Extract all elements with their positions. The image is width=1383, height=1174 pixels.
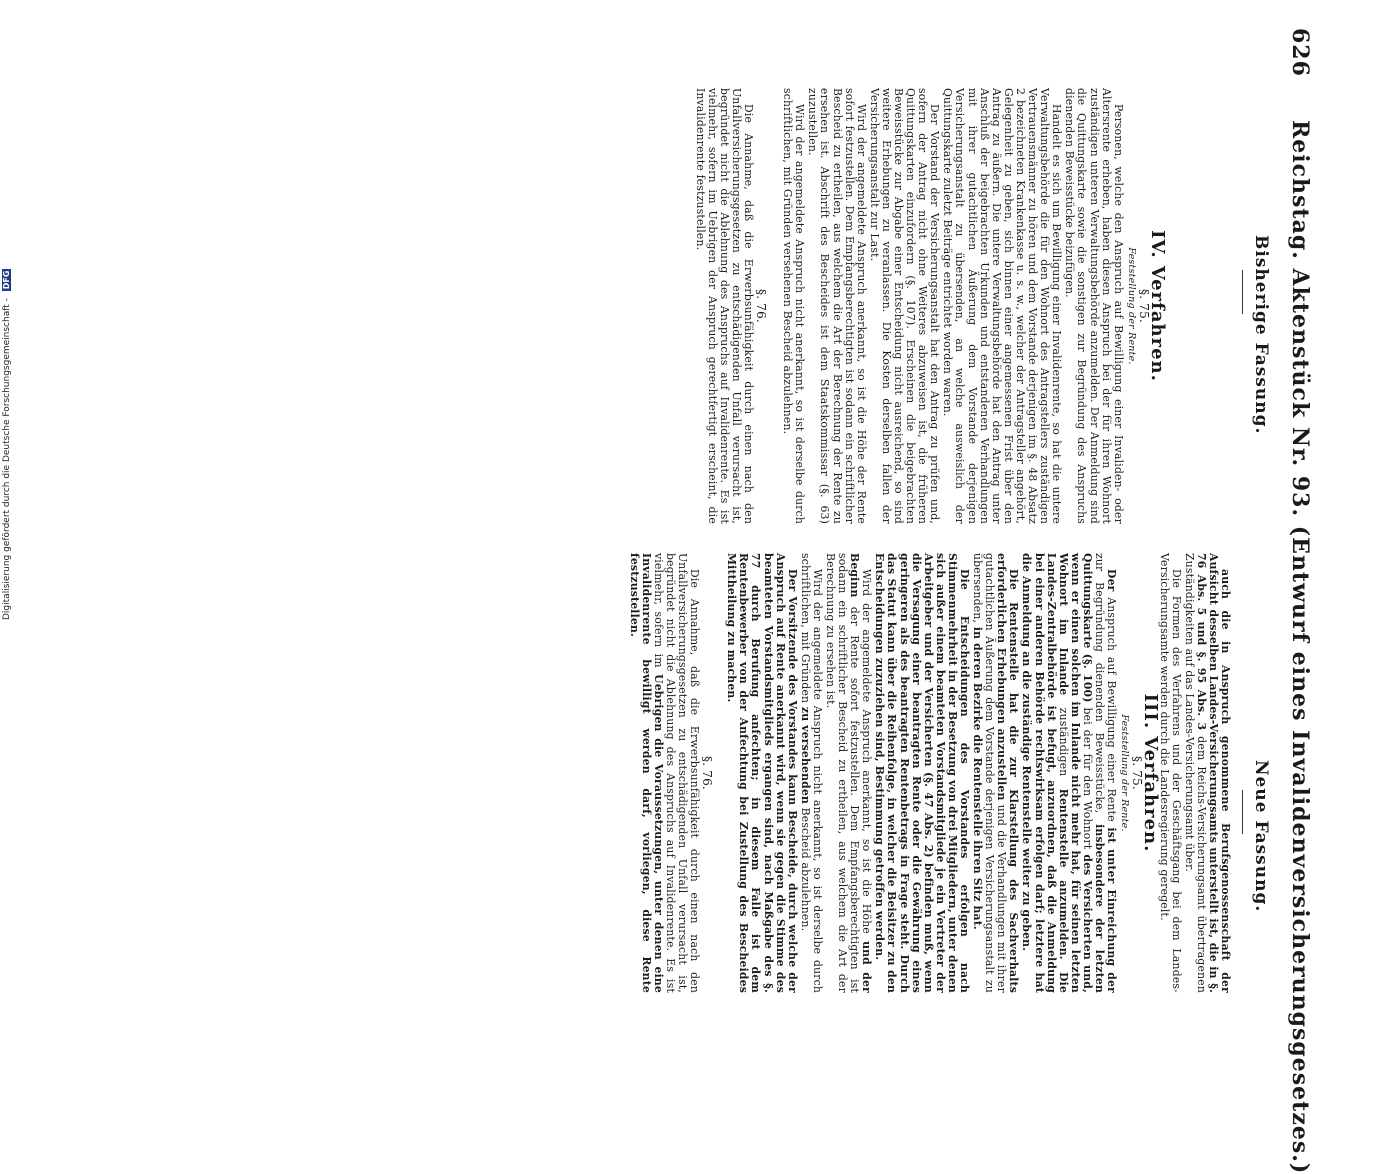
paragraph-number: §. 75. bbox=[1130, 756, 1145, 790]
column-old-version bbox=[693, 88, 1168, 524]
bold-text: ist unter Einreichung der bbox=[1105, 827, 1119, 993]
bold-text: auch die in Anspruch genommene Berufsgenossenschaft der Aufsicht desselben Landes-Versicherungsamts unterstellt ist, die in §. 76 Abs. 5 und §. 95 Abs. 3 bbox=[1194, 553, 1232, 993]
body-text: Die Annahme, daß die Erwerbsunfähigkeit durch einen nach den Unfallversicherungsgesetzen zu entschädigenden Unfall verursacht ist, begründet nicht die Ablehnung des Anspruchs auf Invalidenrente. Es ist vielmehr, sofern im bbox=[651, 553, 702, 993]
column-heading-old: Bisherige Fassung. bbox=[1251, 235, 1271, 435]
body-paragraph: Der Vorstand der Versicherungsanstalt hat den Antrag zu prüfen und, sofern der Antrag nicht ohne Weiteres abzuweisen ist, die früheren Quittungskarten einzufordern (§. 107). Erscheinen die beigebrachten Beweisstücke zur Abgabe einer Entscheidung nicht ausreichend, so sind weitere Erhebungen zu veranlassen. Die Kosten derselben fallen der Versicherungsanstalt zur Last. bbox=[867, 88, 942, 524]
body-paragraph: Personen, welche den Anspruch auf Bewilligung einer Invaliden- oder Altersrente erheben, haben diesen Anspruch bei der für ihren Wohnort zuständigen unteren Verwaltungsbehörde anzumelden. Der Anmeldung sind die Quittungskarte sowie die sonstigen zur Begründung des Anspruchs dienenden Beweisstücke beizufügen. bbox=[1063, 88, 1125, 524]
bold-paragraph: Der Vorsitzende des Vorstandes kann Bescheide, durch welche der Anspruch auf Rente anerkannt wird, wenn sie gegen die Stimme des beamteten Vorstandsmitglieds ergangen sind, nach Maßgabe des §. 77 durch Berufung anfechten; in diesem Falle ist dem Rentenbewerber von der Anfechtung bei Zustellung des Bescheides Mittheilung zu machen. bbox=[725, 553, 799, 993]
body-text: und die Verhandlungen mit ihrer gutachtlichen Äußerung dem Vorstande derjenigen Versicherungsanstalt zu übersenden, bbox=[971, 553, 1009, 993]
digitization-credit bbox=[2, 240, 16, 620]
section-title: IV. Verfahren. bbox=[1147, 230, 1168, 382]
body-text: Anspruch auf Bewilligung einer Rente bbox=[1105, 597, 1119, 822]
body-paragraph: Die Formen des Verfahrens und der Geschäftsgang bei dem Landes-Versicherungsamte werden durch die Landesregierung geregelt. bbox=[1157, 553, 1183, 993]
paragraph-subtitle: Feststellung der Rente. bbox=[1119, 714, 1131, 832]
body-text: dem Reichs-Versicherungsamt übertragenen Zuständigkeiten auf das Landes-Versicherungsamt über. bbox=[1182, 553, 1208, 993]
bold-text: Der bbox=[1105, 569, 1119, 592]
column-new-version bbox=[627, 553, 1272, 993]
bold-text: und der Beginn bbox=[848, 553, 874, 993]
paragraph-number: §. 76. bbox=[754, 289, 769, 323]
bold-text: insbesondere der letzten Quittungskarte (§. 100) bbox=[1080, 553, 1107, 993]
body-paragraph: Die Annahme, daß die Erwerbsunfähigkeit durch einen nach den Unfallversicherungsgesetzen zu entschädigenden Unfall verursacht ist, begründet nicht die Ablehnung des Anspruchs auf Invalidenrente. Es ist vielmehr, sofern im Uebrigen der Anspruch gerechtfertigt erscheint, die Invalidenrente festzustellen. bbox=[693, 88, 755, 524]
bold-text: Rentenstelle anzumelden. bbox=[1056, 788, 1070, 960]
bold-text: in deren Bezirke die Rentenstelle ihren Sitz hat. bbox=[971, 626, 985, 930]
column-heading-new: Neue Fassung. bbox=[1251, 760, 1271, 913]
paragraph-number: §. 76. bbox=[700, 756, 715, 790]
bold-text: Uebrigen die Voraussetzungen, unter denen eine Invalidenrente bewilligt werden darf, vorliegen, diese Rente festzustellen. bbox=[627, 553, 665, 993]
dfg-logo: DFG bbox=[2, 270, 11, 290]
bold-text: Die Landes-Zentralbehörde ist befugt, anzuordnen, daß die Anmeldung bei einer anderen Behörde rechtswirksam erfolgen darf; letztere hat die Anmeldung an die zuständige Rentenstelle weiter zu geben. bbox=[1020, 553, 1070, 993]
paragraph-number: §. 75. bbox=[1136, 289, 1151, 323]
body-text: zur Begründung dienenden Beweisstücke, bbox=[1093, 553, 1107, 814]
page-header-title: Reichstag. Aktenstück Nr. 93. (Entwurf eines Invalidenversicherungsgesetzes.) bbox=[1287, 120, 1313, 1174]
body-text: Wird der angemeldete Anspruch anerkannt, so ist die Höhe bbox=[860, 569, 874, 934]
bold-paragraph: Die Entscheidungen des Vorstandes erfolgen nach Stimmenmehrheit in der Besetzung von drei Mitgliedern, unter denen sich außer einem beamteten Vorstandsmitgliede je ein Vertreter der Arbeitgeber und der Versicherten (§. 47 Abs. 2) befinden muß, wenn die Versagung einer beantragten Rente oder die Gewährung eines geringeren als des beantragten Rentenbetrags in Frage steht. Durch das Statut kann über die Reihenfolge, in welcher die Beisitzer zu den Entscheidungen zuzuziehen sind, Bestimmung getroffen werden. bbox=[873, 553, 972, 993]
body-text: der Rente sofort festzustellen. Dem Empfangsberechtigten ist sodann ein schriftlicher Bescheid zu ertheilen, aus welchem die Art der Berechnung zu ersehen ist. bbox=[824, 553, 862, 993]
bold-text: Die Rentenstelle hat die zur Klarstellung des Sachverhalts erforderlichen Erhebungen anzustellen bbox=[995, 553, 1021, 993]
page-number: 626 bbox=[1287, 28, 1313, 77]
credit-text: Digitalisierung gefördert durch die Deutsche Forschungsgemeinschaft - bbox=[2, 298, 12, 620]
body-paragraph: Wird der angemeldete Anspruch nicht anerkannt, so ist derselbe durch schriftlichen, mit Gründen versehenen Bescheid abzulehnen. bbox=[781, 88, 807, 524]
body-text: zuständigen bbox=[1056, 707, 1070, 777]
body-paragraph: Wird der angemeldete Anspruch anerkannt, so ist die Höhe der Rente sofort festzustellen. Dem Empfangsberechtigten ist sodann ein schriftlicher Bescheid zu ertheilen, aus welchem die Art der Berechnung der Rente zu ersehen ist. Abschrift des Bescheides ist dem Staatskommissar (§. 63) zuzustellen. bbox=[806, 88, 868, 524]
body-text: bei der für den Wohnort bbox=[1080, 707, 1094, 850]
bold-text: zu versehenden bbox=[798, 706, 812, 805]
body-text: Wird der angemeldete Anspruch nicht anerkannt, so ist derselbe durch schriftlichen, mit Gründen bbox=[798, 553, 824, 993]
section-title: III. Verfahren. bbox=[1140, 693, 1162, 853]
body-paragraph: Handelt es sich um Bewilligung einer Invalidenrente, so hat die untere Verwaltungsbehörde die für den Wohnort des Antragstellers zuständigen Vertrauensmänner zu hören und dem Vorstande derjenigen im §. 48 Absatz 2 bezeichneten Krankenkasse u. s. w., welcher der Antragsteller angehört, Gelegenheit zu geben, sich binnen einer angemessenen Frist über den Antrag zu äußern. Die untere Verwaltungsbehörde hat den Antrag unter Anschluß der beigebrachten Urkunden und entstandenen Verhandlungen mit ihrer gutachtlichen Äußerung dem Vorstande derjenigen Versicherungsanstalt zu übersenden, an welche ausweislich der Quittungskarte zuletzt Beiträge entrichtet worden waren. bbox=[941, 88, 1064, 524]
body-text: Bescheid abzulehnen. bbox=[798, 807, 812, 932]
paragraph-subtitle: Feststellung der Rente. bbox=[1125, 247, 1137, 365]
bold-text: des Versicherten und, wenn er einen solchen im Inlande nicht mehr hat, für seinen letzten Wohnort im Inlande bbox=[1056, 553, 1094, 993]
heading-rule-old bbox=[1242, 270, 1243, 314]
